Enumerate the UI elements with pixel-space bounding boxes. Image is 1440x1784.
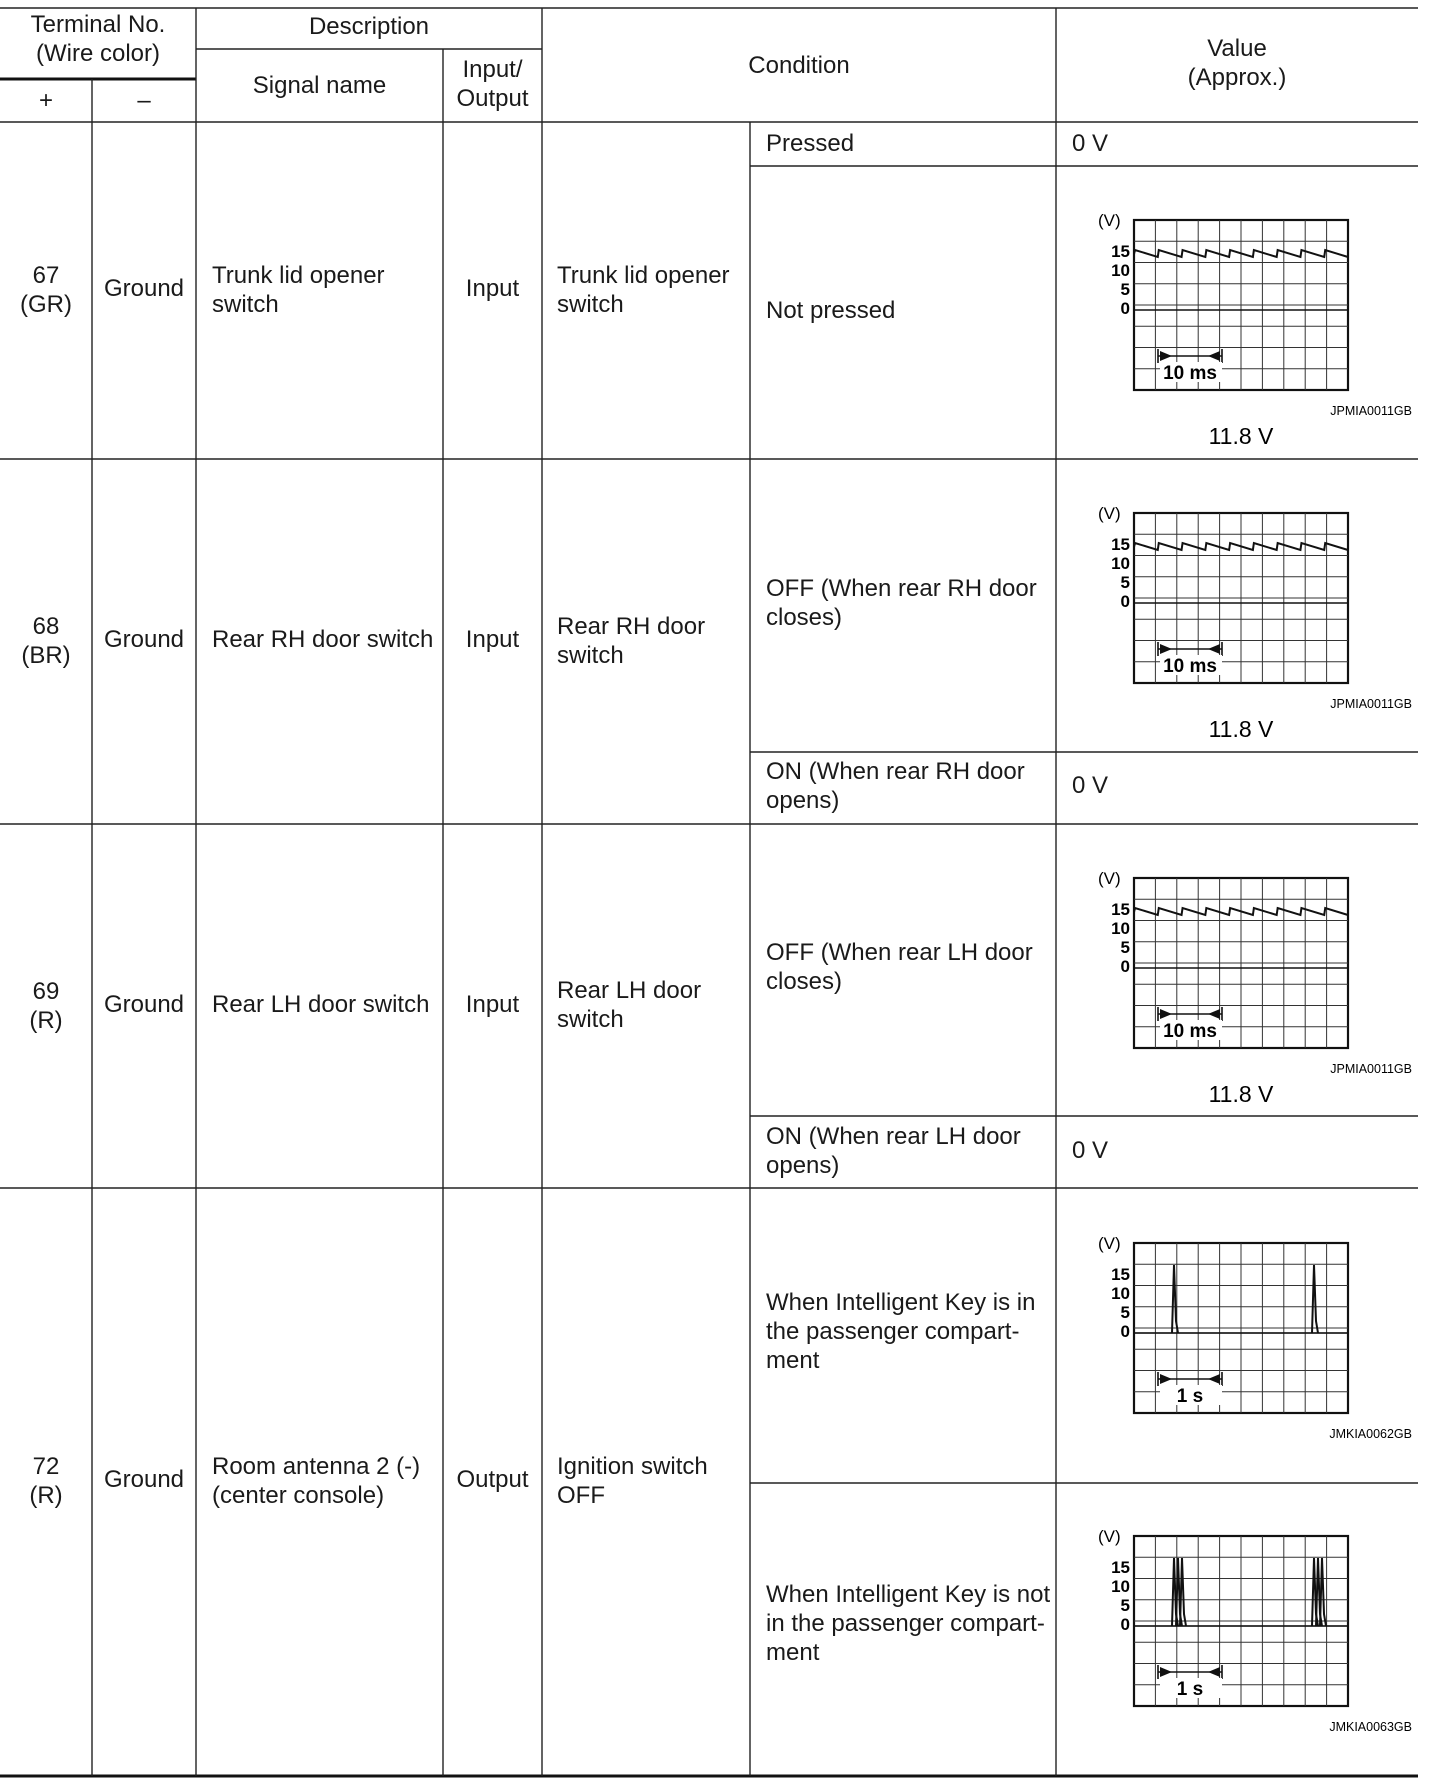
header-signal-name: Signal name <box>252 72 387 99</box>
row-68-minus: Ground <box>103 626 185 653</box>
row-69-signal: Rear LH door switch <box>212 991 430 1018</box>
time-label: 10 ms <box>1163 656 1217 677</box>
row-72-io: Output <box>456 1466 529 1493</box>
row-68-io: Input <box>465 626 520 653</box>
row-67-sub-0-value: 0 V <box>1072 130 1109 157</box>
header-minus: – <box>137 87 151 114</box>
scope-unit-label: (V) <box>1098 211 1121 230</box>
scope-tick-label: 10 <box>1111 1284 1130 1303</box>
waveform-figure <box>1094 206 1414 456</box>
time-arrow-icon <box>1160 351 1172 361</box>
figure-code: JMKIA0062GB <box>1329 1427 1412 1441</box>
row-67-sub-0-condition: Pressed <box>766 130 855 157</box>
scope-tick-label: 15 <box>1111 1558 1130 1577</box>
time-arrow-icon <box>1208 644 1220 654</box>
header-input-output: Input/ Output <box>456 56 529 112</box>
waveform-figure <box>1094 499 1414 749</box>
row-68-sub-1-condition: ON (When rear RH door opens) <box>766 758 1025 814</box>
row-69-io: Input <box>465 991 520 1018</box>
waveform-spike <box>1320 1558 1326 1626</box>
waveform-value: 11.8 V <box>1208 716 1274 742</box>
scope-tick-label: 5 <box>1120 1303 1130 1322</box>
waveform-figure <box>1094 1229 1414 1479</box>
time-label: 1 s <box>1176 1679 1204 1700</box>
row-67-sub-1-condition: Not pressed <box>766 297 896 324</box>
time-arrow-icon <box>1160 1009 1172 1019</box>
row-67-waveform <box>1094 206 1414 461</box>
time-arrow-icon <box>1208 351 1220 361</box>
row-67-condition: Trunk lid opener switch <box>557 262 730 318</box>
row-72-sub-0-condition: When Intelligent Key is in the passenger compart- ment <box>766 1289 1036 1374</box>
scope-unit-label: (V) <box>1098 504 1121 523</box>
figure-code: JPMIA0011GB <box>1330 1062 1412 1076</box>
header-value: Value (Approx.) <box>1187 35 1287 91</box>
header-description: Description <box>308 13 430 40</box>
scope-tick-label: 0 <box>1120 957 1130 976</box>
waveform-figure <box>1094 864 1414 1114</box>
time-label: 1 s <box>1176 1386 1204 1407</box>
row-68-sub-1-value: 0 V <box>1072 772 1109 799</box>
scope-tick-label: 0 <box>1120 299 1130 318</box>
waveform-figure <box>1094 1522 1414 1772</box>
time-label: 10 ms <box>1163 363 1217 384</box>
row-68-sub-0-condition: OFF (When rear RH door closes) <box>766 575 1037 631</box>
row-72-minus: Ground <box>103 1466 185 1493</box>
row-72-sub-1-condition: When Intelligent Key is not in the passenger compart- ment <box>766 1581 1051 1666</box>
scope-tick-label: 15 <box>1111 535 1130 554</box>
scope-tick-label: 0 <box>1120 592 1130 611</box>
row-72-signal: Room antenna 2 (-) (center console) <box>212 1453 421 1509</box>
scope-tick-label: 15 <box>1111 242 1130 261</box>
scope-tick-label: 15 <box>1111 900 1130 919</box>
scope-unit-label: (V) <box>1098 1527 1121 1546</box>
row-72-condition: Ignition switch OFF <box>557 1453 708 1509</box>
waveform-value: 11.8 V <box>1208 1081 1274 1107</box>
scope-tick-label: 5 <box>1120 573 1130 592</box>
scope-tick-label: 10 <box>1111 261 1130 280</box>
time-label: 10 ms <box>1163 1021 1217 1042</box>
figure-code: JPMIA0011GB <box>1330 697 1412 711</box>
figure-code: JPMIA0011GB <box>1330 404 1412 418</box>
scope-unit-label: (V) <box>1098 1234 1121 1253</box>
time-arrow-icon <box>1160 644 1172 654</box>
scope-tick-label: 5 <box>1120 1596 1130 1615</box>
row-69-sub-1-condition: ON (When rear LH door opens) <box>766 1123 1021 1179</box>
time-arrow-icon <box>1160 1667 1172 1677</box>
time-arrow-icon <box>1208 1009 1220 1019</box>
header-condition: Condition <box>748 51 850 79</box>
row-69-terminal: 69 (R) <box>29 978 63 1034</box>
row-67-minus: Ground <box>103 275 185 302</box>
row-69-waveform <box>1094 864 1414 1119</box>
scope-tick-label: 0 <box>1120 1615 1130 1634</box>
row-72-terminal: 72 (R) <box>29 1453 63 1509</box>
waveform-spike <box>1180 1558 1186 1626</box>
scope-tick-label: 5 <box>1120 938 1130 957</box>
row-72-waveform-out <box>1094 1522 1414 1777</box>
scope-unit-label: (V) <box>1098 869 1121 888</box>
row-69-sub-1-value: 0 V <box>1072 1137 1109 1164</box>
row-68-waveform <box>1094 499 1414 754</box>
waveform-spike <box>1312 1265 1318 1333</box>
row-68-signal: Rear RH door switch <box>212 626 434 653</box>
waveform-value: 11.8 V <box>1208 423 1274 449</box>
row-68-terminal: 68 (BR) <box>21 613 71 669</box>
row-68-condition: Rear RH door switch <box>557 613 706 669</box>
time-arrow-icon <box>1160 1374 1172 1384</box>
header-terminal-no: Terminal No. (Wire color) <box>30 11 166 67</box>
row-69-minus: Ground <box>103 991 185 1018</box>
time-arrow-icon <box>1208 1374 1220 1384</box>
row-69-sub-0-condition: OFF (When rear LH door closes) <box>766 939 1033 995</box>
scope-tick-label: 10 <box>1111 1577 1130 1596</box>
scope-tick-label: 10 <box>1111 554 1130 573</box>
header-plus: + <box>38 87 53 114</box>
row-67-io: Input <box>465 275 520 302</box>
time-arrow-icon <box>1208 1667 1220 1677</box>
row-69-condition: Rear LH door switch <box>557 977 702 1033</box>
figure-code: JMKIA0063GB <box>1329 1720 1412 1734</box>
row-72-waveform-in <box>1094 1229 1414 1484</box>
scope-tick-label: 5 <box>1120 280 1130 299</box>
row-67-signal: Trunk lid opener switch <box>212 262 385 318</box>
scope-tick-label: 10 <box>1111 919 1130 938</box>
scope-tick-label: 0 <box>1120 1322 1130 1341</box>
scope-tick-label: 15 <box>1111 1265 1130 1284</box>
row-67-terminal: 67 (GR) <box>20 262 72 318</box>
